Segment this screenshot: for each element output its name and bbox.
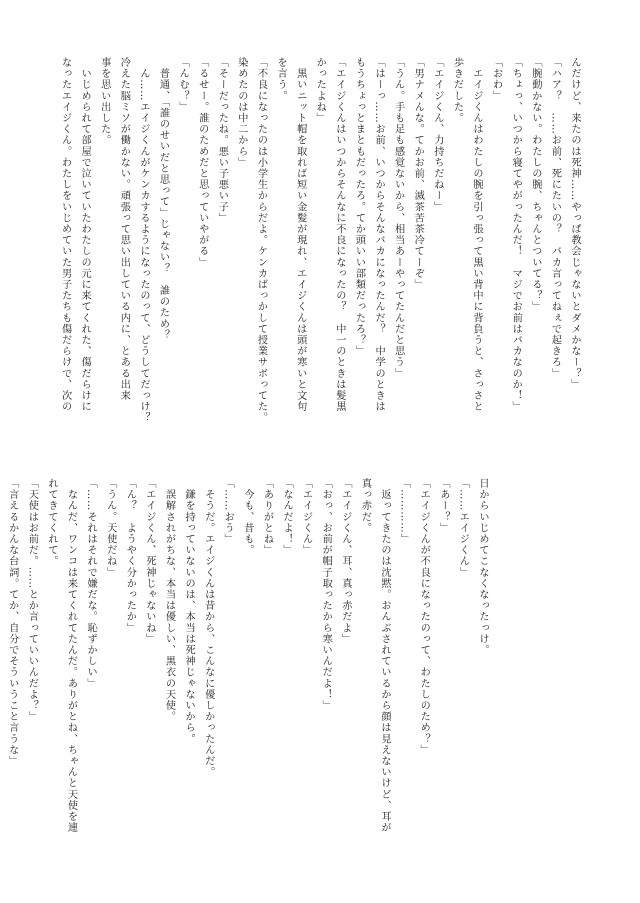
text-line: 「おっ、お前が帽子取ったから寒いんだよ！」 xyxy=(320,478,332,712)
text-line: エイジくんはわたしの腕を引っ張って黒い背中に背負うと、さっさと xyxy=(471,57,483,413)
text-line: 「うん。手も足も感覚ないから、相当あーやってたんだと思う」 xyxy=(392,57,404,379)
text-line: なったエイジくん。わたしをいじめていた男子たちも傷だらけで、次の xyxy=(59,57,71,413)
text-line: 「不良になったのは小学生からだよ。ケンカばっかして授業サボってた。 xyxy=(255,57,267,424)
text-line: 「男ナメんな。てかお前、滅茶苦茶冷てーぞ」 xyxy=(412,57,424,291)
text-line: 冷えた脳ミソが働かない。頑張って思い出している内に、とある出来 xyxy=(118,57,130,402)
text-line: 「天使はお前だ。……とか言っていいんだよ？」 xyxy=(26,478,38,723)
text-line: れてきてくれて。 xyxy=(45,478,57,567)
top-text-block xyxy=(59,57,584,425)
text-line: なんだ、ワンコは来てくれてたんだ。ありがとね、ちゃんと天使を連 xyxy=(65,478,77,834)
text-line: 「エイジくんはいつからそんなに不良になったの？ 中一のときは髪黒 xyxy=(333,57,345,413)
text-line: 「るせー。誰のためだと思っていやがる」 xyxy=(196,57,208,268)
text-line: んだけど、来たのは死神……やっぱ教会じゃないとダメかなー？」 xyxy=(569,57,580,390)
text-line: 「エイジくんが不良になったのって、わたしのため？」 xyxy=(418,478,430,756)
text-line: 「言えるかんな台詞。てか、自分でそういうこと言うな」 xyxy=(6,478,18,767)
text-line: 「おわ」 xyxy=(490,57,502,102)
text-line: そうだ。エイジくんは昔から、こんなに優しかったんだ。 xyxy=(202,478,214,778)
text-line: 「ハア？ ……お前、死にたいの？ バカ言ってねぇで起きろ」 xyxy=(549,57,561,379)
text-line: 「……エイジくん」 xyxy=(457,478,469,578)
text-line: もうちょっとまともだったろ。てか頭いい部類だったろ？」 xyxy=(353,57,365,357)
text-line: 「そーだったね。悪い子悪い子」 xyxy=(216,57,228,224)
text-line: かったよね」 xyxy=(314,57,326,124)
text-line: 「ん？ ようやく分かったか」 xyxy=(124,478,136,634)
text-line: 「……それはそれで嫌だな。恥ずかしい」 xyxy=(85,478,97,689)
text-line: 今も、昔も。 xyxy=(241,478,253,556)
text-line: 「…………」 xyxy=(398,478,410,545)
text-line: 日からいじめてこなくなったっけ。 xyxy=(477,478,488,656)
text-line: 「エイジくん、死神じゃないね」 xyxy=(143,478,155,645)
text-line: 「はーっ……お前、いつからそんなバカになったんだ？ 中学のときは xyxy=(373,57,385,413)
text-line: 「エイジくん」 xyxy=(300,478,312,556)
text-line: いじめられて部屋で泣いていたわたしの元に来てくれた、傷だらけに xyxy=(79,57,91,413)
text-line: 「……おう」 xyxy=(222,478,234,545)
text-line: 「んむ？」 xyxy=(177,57,189,113)
text-line: 歩きだした。 xyxy=(451,57,463,124)
text-line: 「エイジくん、力持ちだねー」 xyxy=(431,57,443,213)
text-line: 「ありがとね」 xyxy=(261,478,273,556)
text-line: 「なんだよ！」 xyxy=(281,478,293,556)
text-line: を言う。 xyxy=(275,57,287,102)
text-line: 鎌を持っていないのは、本当は死神じゃないから。 xyxy=(183,478,195,745)
text-line: 誤解されがちな、本当は優しい、黒衣の天使。 xyxy=(163,478,175,723)
text-line: 真っ赤だ。 xyxy=(359,478,371,534)
text-line: ん……エイジくんがケンカするようになったのって、どうしてだっけ？ xyxy=(137,57,149,424)
text-line: 染めたのは中二から」 xyxy=(235,57,247,168)
text-line: 「エイジくん、耳、真っ赤だよ」 xyxy=(339,478,351,645)
text-line: 黒いニット帽を取れば短い金髪が現れ、エイジくんは頭が寒いと文句 xyxy=(294,57,306,413)
bottom-text-block xyxy=(6,478,492,848)
text-line: 「ちょっ、いつから寝てやがったんだ！ マジでお前はバカなのか！」 xyxy=(510,57,522,413)
text-line: 「腕動かない。わたしの腕、ちゃんとついてる？」 xyxy=(529,57,541,313)
text-line xyxy=(0,478,2,848)
text-line: 返ってきたのは沈黙。おんぶされているから顔は見えないけど、耳が xyxy=(379,478,391,834)
text-line: 事を思い出した。 xyxy=(98,57,110,146)
text-line: 「うん。天使だね」 xyxy=(104,478,116,578)
text-line: 普通、「誰のせいだと思って」じゃない？ 誰のため？ xyxy=(157,57,169,341)
text-line: 「あー？」 xyxy=(437,478,449,534)
